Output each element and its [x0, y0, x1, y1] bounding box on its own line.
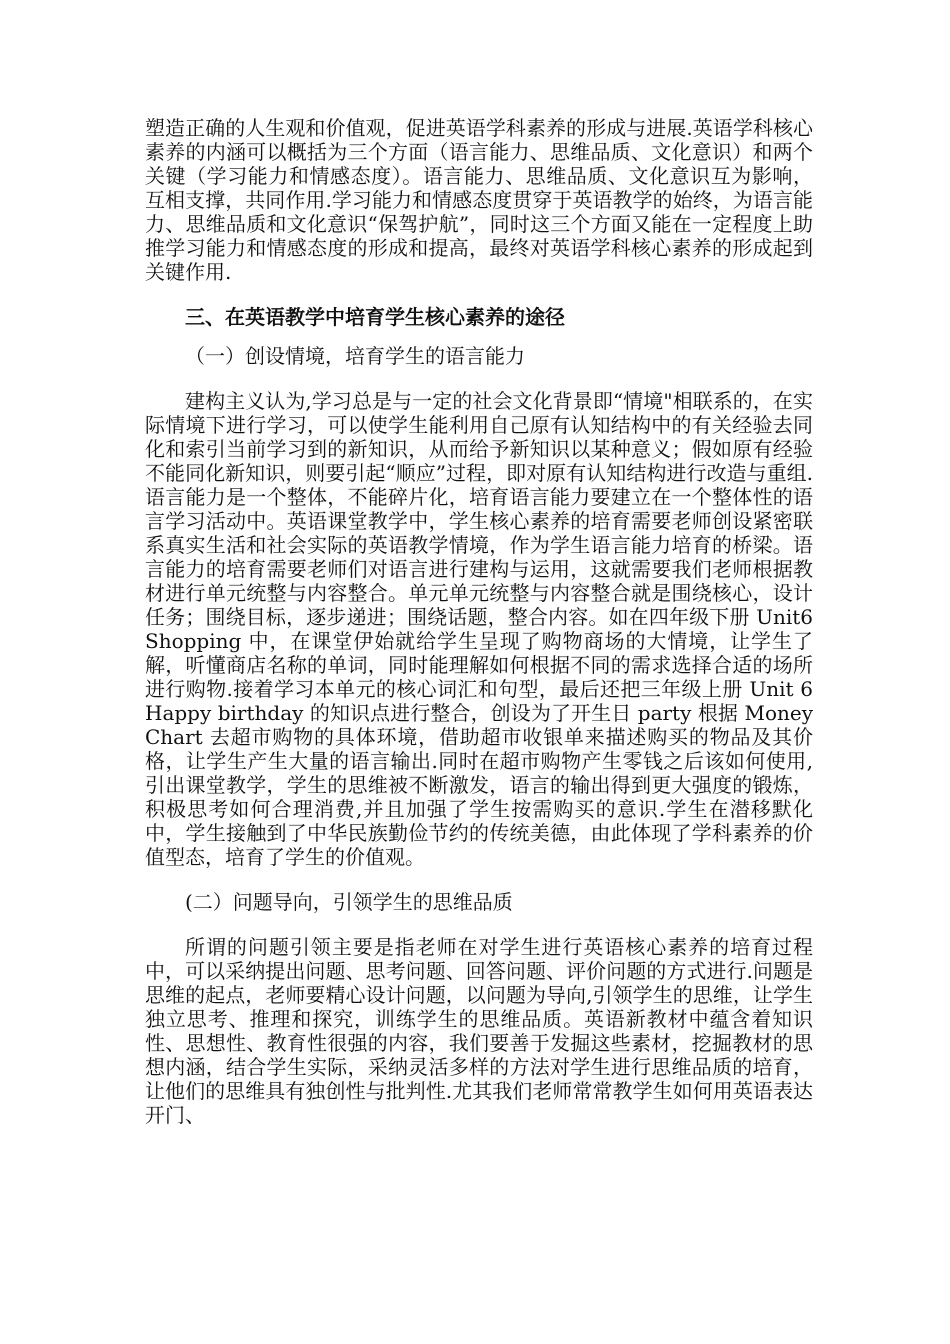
document-page — [145, 116, 813, 1127]
body-paragraph: 建构主义认为,学习总是与一定的社会文化背景即“情境"相联系的，在实际情境下进行学习，可以使学生能利用自己原有认知结构中的有关经验去同化和索引当前学习到的新知识，从而给予新知识以某种意义；假如原有经验不能同化新知识，则要引起“顺应”过程，即对原有认知结构进行改造与重组.语言能力是一个整体，不能碎片化，培育语言能力要建立在一个整体性的语言学习活动中。英语课堂教学中，学生核心素养的培育需要老师创设紧密联系真实生活和社会实际的英语教学情境，作为学生语言能力培育的桥梁。语言能力的培育需要老师们对语言进行建构与运用，这就需要我们老师根据教材进行单元统整与内容整合。单元单元统整与内容整合就是围绕核心，设计任务；围绕目标，逐步递进；围绕话题，整合内容。如在四年级下册 Unit6 Shopping 中，在课堂伊始就给学生呈现了购物商场的大情境，让学生了解，听懂商店名称的单词，同时能理解如何根据不同的需求选择合适的场所进行购物.接着学习本单元的核心词汇和句型，最后还把三年级上册 Unit 6 Happy birthday 的知识点进行整合，创设为了开生日 party 根据 Money Chart 去超市购物的具体环境，借助超市收银单来描述购买的物品及其价格，让学生产生大量的语言输出.同时在超市购物产生零钱之后该如何使用,引出课堂教学，学生的思维被不断激发，语言的输出得到更大强度的锻炼，积极思考如何合理消费,并且加强了学生按需购买的意识.学生在潜移默化中，学生接触到了中华民族勤俭节约的传统美德，由此体现了学科素养的价值型态，培育了学生的价值观。 — [145, 389, 813, 869]
body-paragraph: 所谓的问题引领主要是指老师在对学生进行英语核心素养的培育过程中，可以采纳提出问题、思考问题、回答问题、评价问题的方式进行.问题是思维的起点，老师要精心设计问题，以问题为导向,引领学生的思维，让学生独立思考、推理和探究，训练学生的思维品质。英语新教材中蕴含着知识性、思想性、教育性很强的内容，我们要善于发掘这些素材，挖掘教材的思想内涵，结合学生实际，采纳灵活多样的方法对学生进行思维品质的培育，让他们的思维具有独创性与批判性.尤其我们老师常常教学生如何用英语表达开门、 — [145, 935, 813, 1127]
subsection-heading: (二）问题导向，引领学生的思维品质 — [185, 890, 513, 914]
body-paragraph: 塑造正确的人生观和价值观，促进英语学科素养的形成与进展.英语学科核心素养的内涵可以概括为三个方面（语言能力、思维品质、文化意识）和两个关键（学习能力和情感态度）。语言能力、思维品质、文化意识互为影响，互相支撑，共同作用.学习能力和情感态度贯穿于英语教学的始终，为语言能力、思维品质和文化意识“保驾护航”，同时这三个方面又能在一定程度上助推学习能力和情感态度的形成和提高，最终对英语学科核心素养的形成起到关键作用. — [145, 116, 813, 284]
section-heading: 三、在英语教学中培育学生核心素养的途径 — [185, 305, 565, 329]
subsection-heading: （一）创设情境，培育学生的语言能力 — [185, 344, 525, 368]
